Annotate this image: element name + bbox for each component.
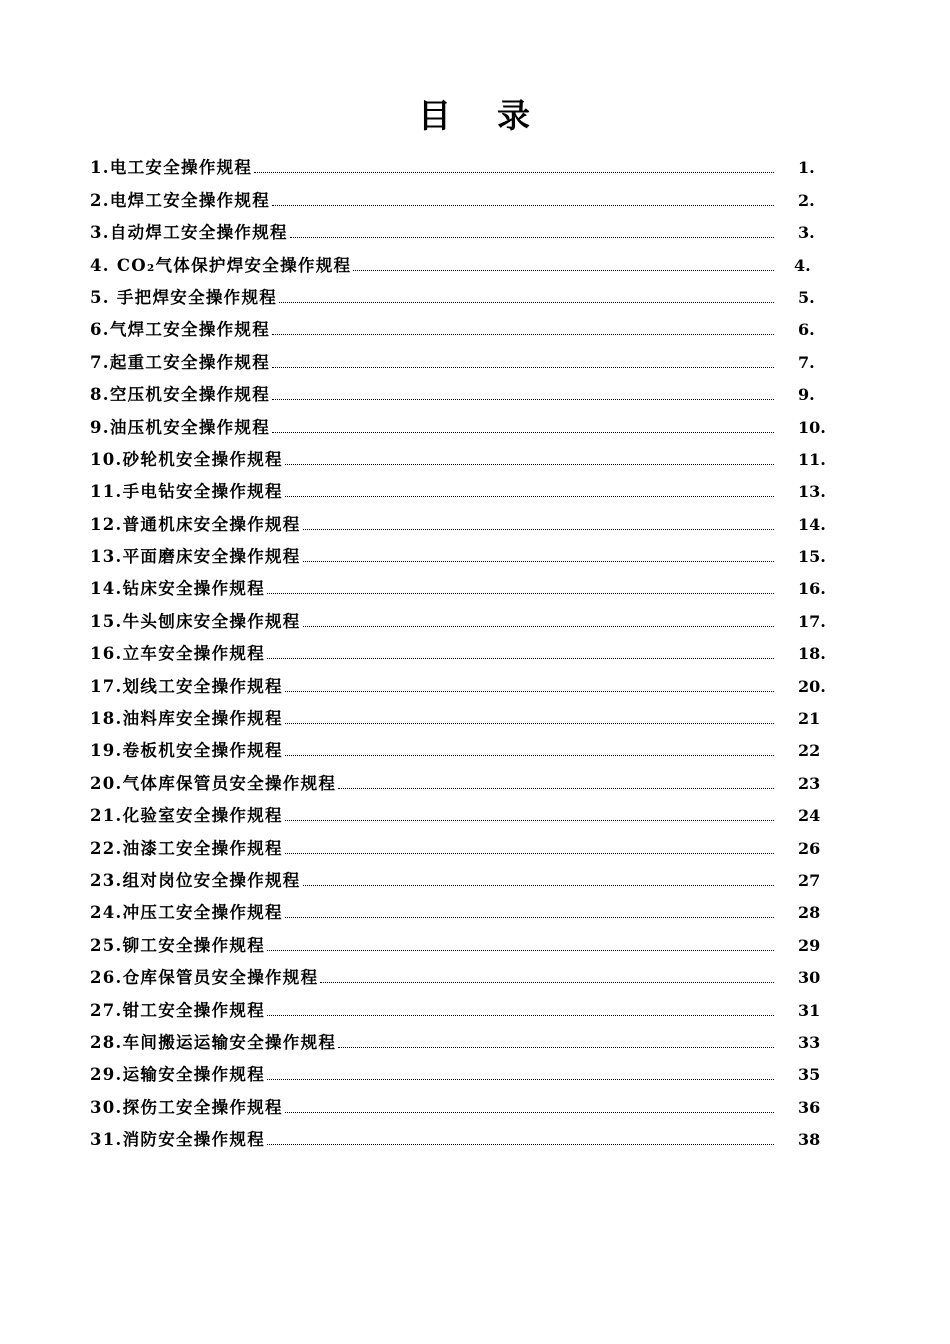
toc-entry[interactable] bbox=[90, 280, 830, 312]
toc-entry[interactable] bbox=[90, 895, 830, 927]
toc-entry-page-number: 24 bbox=[798, 806, 821, 826]
toc-entry[interactable] bbox=[90, 960, 830, 992]
toc-entry-page-number: 17. bbox=[798, 611, 826, 631]
toc-entry-label: 29.运输安全操作规程 bbox=[90, 1065, 266, 1085]
toc-dot-leader bbox=[338, 788, 774, 789]
toc-entry[interactable] bbox=[90, 377, 830, 409]
toc-entry[interactable] bbox=[90, 668, 830, 700]
toc-entry-page-number: 35 bbox=[798, 1065, 821, 1085]
toc-entry[interactable] bbox=[90, 506, 830, 538]
toc-entry-page-number: 22 bbox=[798, 741, 821, 761]
page-title-char-2: 录 bbox=[497, 96, 532, 135]
page-title bbox=[0, 92, 950, 140]
toc-entry-label: 20.气体库保管员安全操作规程 bbox=[90, 773, 337, 793]
toc-dot-leader bbox=[285, 723, 774, 724]
page-title-char-1: 目 bbox=[418, 96, 453, 135]
toc-entry[interactable] bbox=[90, 636, 830, 668]
toc-entry-page-number: 4. bbox=[794, 255, 811, 275]
toc-dot-leader bbox=[353, 270, 774, 271]
toc-entry-label: 22.油漆工安全操作规程 bbox=[90, 838, 283, 858]
toc-entry-label: 18.油料库安全操作规程 bbox=[90, 709, 283, 729]
toc-entry[interactable] bbox=[90, 603, 830, 635]
toc-entry-label: 11.手电钻安全操作规程 bbox=[90, 482, 283, 502]
toc-entry[interactable] bbox=[90, 1057, 830, 1089]
toc-entry-label: 14.钻床安全操作规程 bbox=[90, 579, 266, 599]
toc-dot-leader bbox=[285, 917, 774, 918]
toc-entry-label: 19.卷板机安全操作规程 bbox=[90, 741, 283, 761]
toc-entry-page-number: 9. bbox=[798, 385, 815, 405]
toc-entry[interactable] bbox=[90, 312, 830, 344]
toc-entry-label: 1.电工安全操作规程 bbox=[90, 158, 253, 178]
toc-entry-page-number: 36 bbox=[798, 1097, 821, 1117]
toc-entry-page-number: 2. bbox=[798, 190, 815, 210]
toc-entry-page-number: 29 bbox=[798, 935, 821, 955]
toc-entry-page-number: 33 bbox=[798, 1032, 821, 1052]
toc-entry-page-number: 3. bbox=[798, 223, 815, 243]
toc-dot-leader bbox=[338, 1047, 774, 1048]
toc-dot-leader bbox=[267, 1015, 774, 1016]
toc-entry-label: 13.平面磨床安全操作规程 bbox=[90, 547, 301, 567]
toc-entry[interactable] bbox=[90, 247, 830, 279]
toc-dot-leader bbox=[272, 334, 774, 335]
toc-entry-label: 23.组对岗位安全操作规程 bbox=[90, 870, 301, 890]
toc-entry-label: 21.化验室安全操作规程 bbox=[90, 806, 283, 826]
toc-entry-label: 2.电焊工安全操作规程 bbox=[90, 190, 271, 210]
toc-dot-leader bbox=[285, 853, 774, 854]
toc-dot-leader bbox=[279, 302, 774, 303]
toc-entry[interactable] bbox=[90, 992, 830, 1024]
toc-entry-page-number: 21 bbox=[798, 709, 821, 729]
toc-entry-page-number: 10. bbox=[798, 417, 826, 437]
toc-entry[interactable] bbox=[90, 571, 830, 603]
toc-dot-leader bbox=[267, 593, 774, 594]
toc-entry-page-number: 5. bbox=[798, 287, 815, 307]
toc-entry-page-number: 14. bbox=[798, 514, 826, 534]
toc-entry-label: 6.气焊工安全操作规程 bbox=[90, 320, 271, 340]
table-of-contents bbox=[90, 150, 830, 1154]
toc-entry-label: 16.立车安全操作规程 bbox=[90, 644, 266, 664]
toc-dot-leader bbox=[272, 432, 774, 433]
toc-entry-page-number: 7. bbox=[798, 352, 815, 372]
toc-entry-label: 8.空压机安全操作规程 bbox=[90, 385, 271, 405]
toc-entry-label: 17.划线工安全操作规程 bbox=[90, 676, 283, 696]
toc-entry-page-number: 38 bbox=[798, 1130, 821, 1150]
toc-entry[interactable] bbox=[90, 474, 830, 506]
toc-dot-leader bbox=[303, 561, 774, 562]
toc-entry-page-number: 30 bbox=[798, 968, 821, 988]
toc-entry-label: 24.冲压工安全操作规程 bbox=[90, 903, 283, 923]
toc-dot-leader bbox=[267, 658, 774, 659]
toc-entry-label: 9.油压机安全操作规程 bbox=[90, 417, 271, 437]
toc-entry-label: 7.起重工安全操作规程 bbox=[90, 352, 271, 372]
toc-dot-leader bbox=[267, 1144, 774, 1145]
toc-dot-leader bbox=[267, 1079, 774, 1080]
toc-entry[interactable] bbox=[90, 701, 830, 733]
toc-entry-page-number: 20. bbox=[798, 676, 826, 696]
toc-dot-leader bbox=[303, 529, 774, 530]
toc-entry[interactable] bbox=[90, 1089, 830, 1121]
toc-dot-leader bbox=[254, 172, 774, 173]
toc-dot-leader bbox=[285, 464, 774, 465]
toc-dot-leader bbox=[303, 626, 774, 627]
toc-entry-label: 27.钳工安全操作规程 bbox=[90, 1000, 266, 1020]
toc-dot-leader bbox=[285, 1112, 774, 1113]
toc-dot-leader bbox=[272, 399, 774, 400]
toc-entry-label: 28.车间搬运运输安全操作规程 bbox=[90, 1032, 337, 1052]
toc-entry-page-number: 1. bbox=[798, 158, 815, 178]
toc-entry[interactable] bbox=[90, 1025, 830, 1057]
toc-entry[interactable] bbox=[90, 215, 830, 247]
toc-entry-page-number: 28 bbox=[798, 903, 821, 923]
toc-dot-leader bbox=[285, 755, 774, 756]
toc-entry[interactable] bbox=[90, 1122, 830, 1154]
toc-entry[interactable] bbox=[90, 863, 830, 895]
toc-entry[interactable] bbox=[90, 798, 830, 830]
toc-dot-leader bbox=[320, 982, 774, 983]
toc-entry[interactable] bbox=[90, 442, 830, 474]
toc-entry-page-number: 23 bbox=[798, 773, 821, 793]
toc-dot-leader bbox=[272, 205, 774, 206]
toc-dot-leader bbox=[285, 820, 774, 821]
toc-entry-label: 31.消防安全操作规程 bbox=[90, 1130, 266, 1150]
toc-dot-leader bbox=[285, 496, 774, 497]
toc-entry-label: 15.牛头刨床安全操作规程 bbox=[90, 611, 301, 631]
toc-entry[interactable] bbox=[90, 927, 830, 959]
toc-entry-page-number: 11. bbox=[798, 449, 826, 469]
toc-entry-label: 12.普通机床安全操作规程 bbox=[90, 514, 301, 534]
toc-entry-page-number: 15. bbox=[798, 547, 826, 567]
toc-entry[interactable] bbox=[90, 765, 830, 797]
toc-entry-page-number: 31 bbox=[798, 1000, 821, 1020]
toc-entry[interactable] bbox=[90, 733, 830, 765]
toc-entry[interactable] bbox=[90, 344, 830, 376]
toc-entry-label: 25.铆工安全操作规程 bbox=[90, 935, 266, 955]
toc-dot-leader bbox=[290, 237, 774, 238]
toc-entry-label: 30.探伤工安全操作规程 bbox=[90, 1097, 283, 1117]
toc-dot-leader bbox=[267, 950, 774, 951]
toc-entry-page-number: 27 bbox=[798, 870, 821, 890]
toc-entry[interactable] bbox=[90, 182, 830, 214]
toc-entry-page-number: 13. bbox=[798, 482, 826, 502]
toc-dot-leader bbox=[285, 691, 774, 692]
toc-entry-label: 4. CO₂气体保护焊安全操作规程 bbox=[90, 255, 352, 275]
toc-entry-label: 10.砂轮机安全操作规程 bbox=[90, 449, 283, 469]
toc-entry-label: 5. 手把焊安全操作规程 bbox=[90, 287, 278, 307]
toc-entry-label: 3.自动焊工安全操作规程 bbox=[90, 223, 288, 243]
toc-entry-page-number: 6. bbox=[798, 320, 815, 340]
toc-entry-label: 26.仓库保管员安全操作规程 bbox=[90, 968, 319, 988]
toc-dot-leader bbox=[303, 885, 774, 886]
toc-entry[interactable] bbox=[90, 409, 830, 441]
toc-entry-page-number: 16. bbox=[798, 579, 826, 599]
toc-entry[interactable] bbox=[90, 539, 830, 571]
toc-entry-page-number: 18. bbox=[798, 644, 826, 664]
toc-entry[interactable] bbox=[90, 150, 830, 182]
toc-dot-leader bbox=[272, 367, 774, 368]
toc-entry-page-number: 26 bbox=[798, 838, 821, 858]
toc-entry[interactable] bbox=[90, 830, 830, 862]
